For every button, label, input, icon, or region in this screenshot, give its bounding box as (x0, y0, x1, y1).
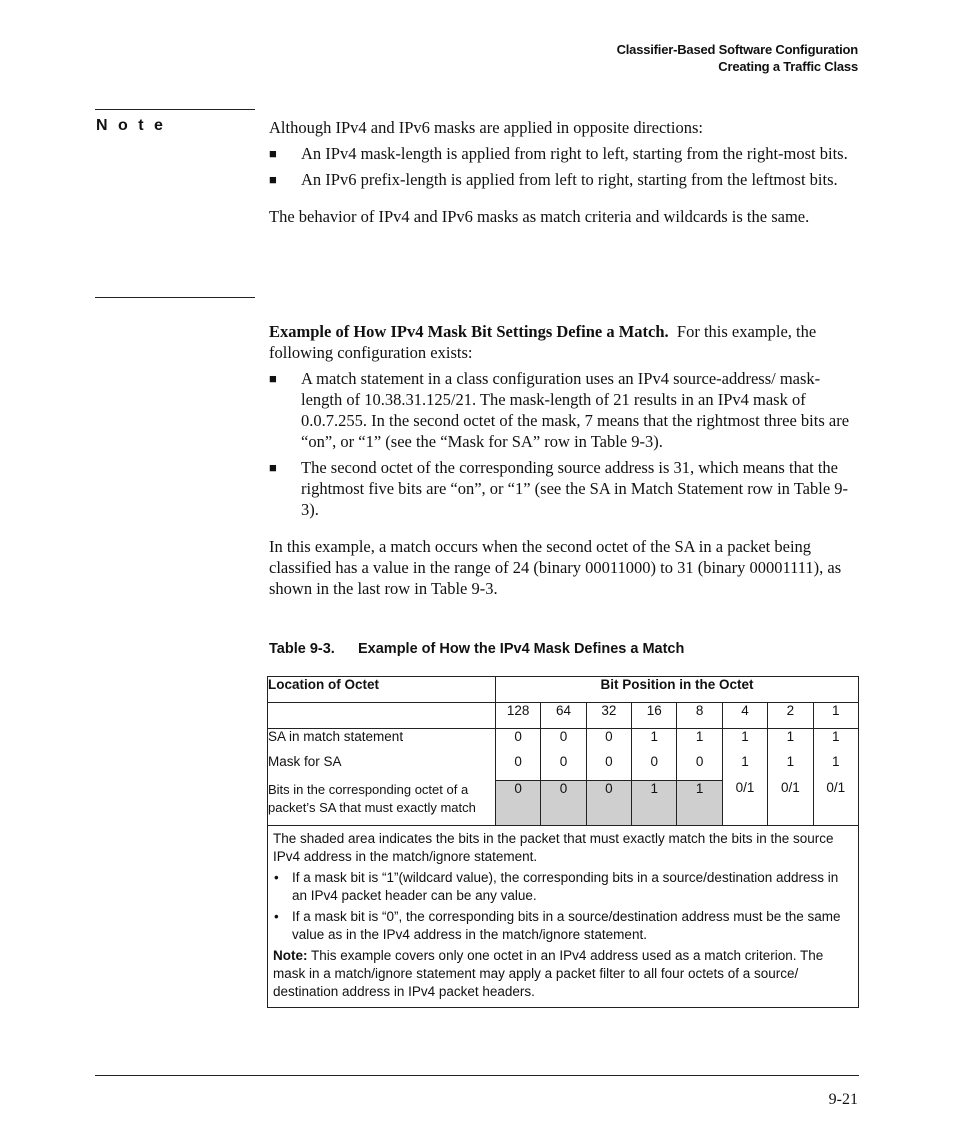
bit-value-cell: 0 (586, 754, 631, 780)
bit-value-cell: 1 (768, 729, 813, 755)
table-caption-title: Example of How the IPv4 Mask Defines a Match (358, 641, 685, 657)
bit-value-cell: 0 (541, 729, 586, 755)
running-header (617, 41, 858, 75)
bit-value-cell: 1 (632, 729, 677, 755)
table-caption (269, 641, 684, 657)
example-heading: Example of How IPv4 Mask Bit Settings Define a Match. (269, 322, 669, 341)
note-bullet-text: An IPv6 prefix-length is applied from left to right, starting from the leftmost bits. (301, 170, 838, 189)
note-bullet (269, 169, 859, 190)
header-section-title: Creating a Traffic Class (718, 59, 858, 74)
description-note-text: This example covers only one octet in an IPv4 address used as a match criterion. The mask in a match/ignore statement may apply a packet filter to all four octets of a source/ destination address in IPv4 packet headers. (273, 948, 824, 999)
bit-value-cell: 0 (495, 754, 540, 780)
note-closing: The behavior of IPv4 and IPv6 masks as match criteria and wildcards is the same. (269, 207, 810, 226)
example-intro (269, 321, 859, 363)
square-bullet-icon: ■ (269, 146, 277, 161)
footer-rule (95, 1075, 859, 1076)
description-bullet (273, 908, 852, 944)
table-description (268, 826, 859, 1008)
bit-position-cell: 16 (632, 703, 677, 729)
description-bullet (273, 869, 852, 905)
bit-value-cell: 0/1 (768, 780, 813, 826)
note-label: N o t e (96, 117, 166, 134)
square-bullet-icon: ■ (269, 460, 277, 475)
shaded-bit-cell: 1 (677, 780, 722, 826)
bit-value-cell: 0/1 (722, 780, 767, 826)
row-label: SA in match statement (268, 729, 496, 755)
row-label: Bits in the corresponding octet of a packet’s SA that must exactly match (268, 780, 496, 826)
description-bullet-text: If a mask bit is “1”(wildcard value), the corresponding bits in a source/destination address in an IPv4 packet header can be any value. (292, 870, 839, 903)
bit-position-cell: 1 (813, 703, 858, 729)
bullet-dot-icon: • (274, 909, 279, 924)
bit-position-cell: 2 (768, 703, 813, 729)
note-intro: Although IPv4 and IPv6 masks are applied in opposite directions: (269, 118, 703, 137)
note-bottom-rule (95, 297, 255, 298)
bit-position-cell: 128 (495, 703, 540, 729)
bit-value-cell: 0 (541, 754, 586, 780)
table-row (268, 754, 859, 780)
table-row (268, 780, 859, 826)
example-bullet (269, 457, 859, 520)
description-bullet-text: If a mask bit is “0”, the corresponding bits in a source/destination address must be the same value as in the IPv4 address in the match/ignore statement. (292, 909, 841, 942)
bit-value-cell: 0 (632, 754, 677, 780)
example-intro-text: For this example, the following configuration exists: (269, 322, 817, 362)
example-bullet-text: A match statement in a class configuration uses an IPv4 source-address/ mask-length of 10.38.31.125/21. The mask-length of 21 results in an IPv4 mask of 0.0.7.255. In the second octet of the mask, 7 means that the rightmost three bits are “on”, or “1” (see the “Mask for SA” row in Table 9-3). (301, 369, 850, 451)
bit-position-cell: 4 (722, 703, 767, 729)
table-row (268, 729, 859, 755)
bit-position-cell: 8 (677, 703, 722, 729)
description-note (273, 947, 852, 1001)
bit-value-cell: 0 (495, 729, 540, 755)
header-bit-position: Bit Position in the Octet (495, 677, 858, 703)
bit-value-cell: 1 (722, 754, 767, 780)
note-bullet-text: An IPv4 mask-length is applied from right to left, starting from the right-most bits. (301, 144, 848, 163)
bit-value-cell: 0 (677, 754, 722, 780)
shaded-bit-cell: 0 (586, 780, 631, 826)
bit-value-cell: 1 (813, 729, 858, 755)
bit-position-cell: 64 (541, 703, 586, 729)
description-intro: The shaded area indicates the bits in the packet that must exactly match the bits in the source IPv4 address in the match/ignore statement. (273, 831, 834, 864)
mask-table (267, 676, 859, 1008)
square-bullet-icon: ■ (269, 172, 277, 187)
row-label: Mask for SA (268, 754, 496, 780)
bullet-dot-icon: • (274, 870, 279, 885)
bit-value-cell: 1 (768, 754, 813, 780)
bit-value-cell: 1 (813, 754, 858, 780)
empty-header-cell (268, 703, 496, 729)
shaded-bit-cell: 1 (632, 780, 677, 826)
shaded-bit-cell: 0 (541, 780, 586, 826)
note-top-rule (95, 109, 255, 110)
bit-value-cell: 0/1 (813, 780, 858, 826)
note-block (269, 117, 859, 227)
header-location-of-octet: Location of Octet (268, 677, 496, 703)
header-chapter-title: Classifier-Based Software Configuration (616, 42, 858, 57)
table-caption-number: Table 9-3. (269, 641, 335, 657)
bit-position-cell: 32 (586, 703, 631, 729)
bit-value-cell: 1 (722, 729, 767, 755)
description-note-label: Note: (273, 948, 308, 963)
bit-value-cell: 0 (586, 729, 631, 755)
example-bullet (269, 368, 859, 452)
square-bullet-icon: ■ (269, 371, 277, 386)
example-bullet-text: The second octet of the corresponding source address is 31, which means that the rightmost five bits are “on”, or “1” (see the SA in Match Statement row in Table 9-3). (301, 458, 849, 519)
page-number: 9-21 (828, 1091, 858, 1108)
note-bullet (269, 143, 859, 164)
example-block (269, 321, 859, 599)
shaded-bit-cell: 0 (495, 780, 540, 826)
example-paragraph: In this example, a match occurs when the second octet of the SA in a packet being classified has a value in the range of 24 (binary 00011000) to 31 (binary 00001111), as shown in the last row in Table 9-3. (269, 537, 842, 598)
bit-value-cell: 1 (677, 729, 722, 755)
